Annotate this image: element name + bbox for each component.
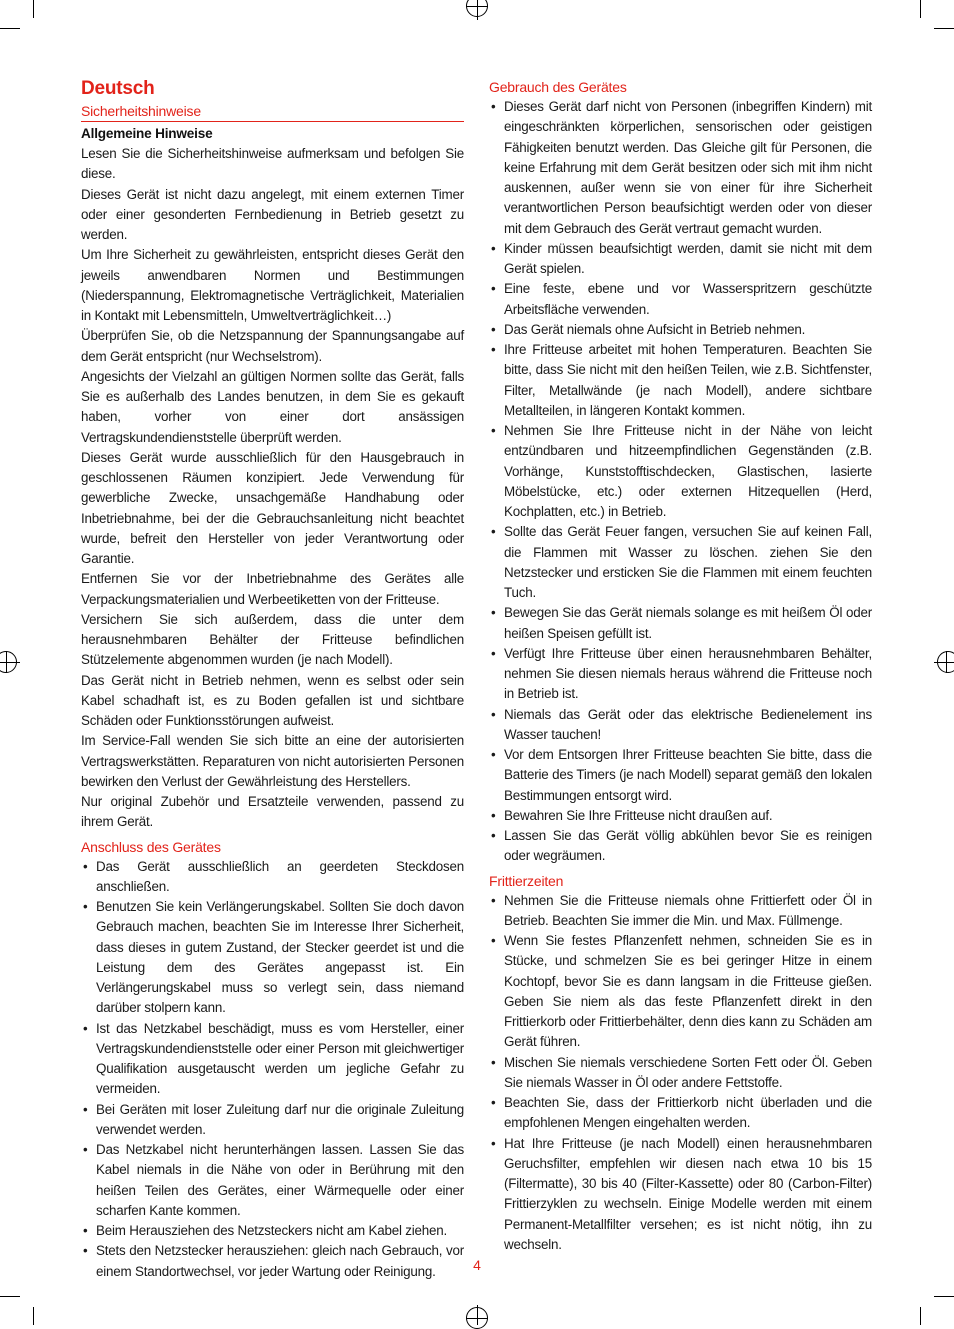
general-notes xyxy=(81,144,464,833)
list-item: • Das Gerät niemals ohne Aufsicht in Betrieb nehmen. xyxy=(489,320,872,340)
crop-mark-bottom-right-v xyxy=(920,1307,921,1325)
paragraph: Das Gerät nicht in Betrieb nehmen, wenn es selbst oder sein Kabel schadhaft ist, es zu Boden gefallen ist und sichtbare Schäden oder Funktionsstörungen aufweist. xyxy=(81,672,464,728)
list-item: • Eine feste, ebene und vor Wasserspritzern geschützte Arbeitsfläche verwenden. xyxy=(489,279,872,320)
section-title-usage: Gebrauch des Gerätes xyxy=(489,79,627,95)
paragraph: Lesen Sie die Sicherheitshinweise aufmerksam und befolgen Sie diese. xyxy=(81,146,464,182)
list-item: • Verfügt Ihre Fritteuse über einen herausnehmbaren Behälter, nehmen Sie diesen niemals heraus während die Fritteuse noch in Betrieb ist. xyxy=(489,644,872,705)
paragraph: Entfernen Sie vor der Inbetriebnahme des Gerätes alle Verpackungsmaterialien und Werbeetiketten von der Fritteuse. xyxy=(81,571,464,607)
paragraph: Im Service-Fall wenden Sie sich bitte an eine der autorisierten Vertragswerkstätten. Reparaturen von nicht autorisierten Personen bewirken den Verlust der Gewährleistung des Herstellers. xyxy=(81,733,464,789)
list-item: • Dieses Gerät darf nicht von Personen (inbegriffen Kindern) mit eingeschränkten körperlichen, sensorischen oder geistigen Fähigkeiten benutzt werden. Das Gleiche gilt für Personen, die keine Erfahrung mit dem Gerät besitzen oder sich mit ihm nicht auskennen, außer wenn sie von einer für ihre Sicherheit verantwortlichen Person beaufsichtigt werden oder von dieser mit dem Gebrauch des Gerät vertraut gemacht wurden. xyxy=(489,97,872,239)
paragraph: Dieses Gerät ist nicht dazu angelegt, mit einem externen Timer oder einer gesonderten Fernbedienung in Betrieb gesetzt zu werden. xyxy=(81,186,464,242)
crop-mark-top-left-h xyxy=(0,28,20,29)
right-column xyxy=(489,77,872,1255)
section-header-safety xyxy=(81,101,464,122)
list-item: • Sollte das Gerät Feuer fangen, versuchen Sie auf keinen Fall, die Flammen mit Wasser zu löschen. ziehen Sie den Netzstecker und ersticken Sie die Flammen mit einem feuchten Tuch. xyxy=(489,522,872,603)
connection-list xyxy=(81,857,464,1282)
list-item: • Stets den Netzstecker herausziehen: gleich nach Gebrauch, vor einem Standortwechsel, vor jeder Wartung oder Reinigung. xyxy=(81,1241,464,1282)
list-item: • Kinder müssen beaufsichtigt werden, damit sie nicht mit dem Gerät spielen. xyxy=(489,239,872,280)
paragraph: Um Ihre Sicherheit zu gewährleisten, entspricht dieses Gerät den jeweils anwendbaren Normen und Bestimmungen (Niederspannung, Elektromagnetische Verträglichkeit, Materialien in Kontakt mit Lebensmitteln, Umweltverträglichkeit…) xyxy=(81,247,464,323)
list-item: • Das Gerät ausschließlich an geerdeten Steckdosen anschließen. xyxy=(81,857,464,898)
list-item: • Nehmen Sie die Fritteuse niemals ohne Frittierfett oder Öl in Betrieb. Beachten Sie immer die Min. und Max. Füllmenge. xyxy=(489,891,872,932)
crop-mark-bottom-right-h xyxy=(934,1296,954,1297)
list-item: • Benutzen Sie kein Verlängerungskabel. Sollten Sie doch davon Gebrauch machen, beachten Sie im Interesse Ihrer Sicherheit, dass dieses in gutem Zustand, der Stecker geerdet ist und die Leistung dem des Gerätes angepasst ist. Ein Verlängerungskabel muss so verlegt sein, dass niemand darüber stolpern kann. xyxy=(81,897,464,1019)
list-item: • Vor dem Entsorgen Ihrer Fritteuse beachten Sie bitte, dass die Batterie des Timers (je nach Modell) separat gemäß den lokalen Bestimmungen entsorgt wird. xyxy=(489,745,872,806)
list-item: • Niemals das Gerät oder das elektrische Bedienelement ins Wasser tauchen! xyxy=(489,705,872,746)
paragraph: Dieses Gerät wurde ausschließlich für den Hausgebrauch in geschlossenen Räumen konzipiert. Jede Verwendung für gewerbliche Zwecke, unsachgemäße Handhabung oder Inbetriebnahme, bei der die Gebrauchsanleitung nicht beachtet wurde, befreit den Hersteller von jeder Verantwortung oder Garantie. xyxy=(81,449,464,566)
list-item: • Das Netzkabel nicht herunterhängen lassen. Lassen Sie das Kabel niemals in die Nähe von oder in Berührung mit den heißen Teilen des Gerätes, einer Wärmequelle oder einer scharfen Kante kommen. xyxy=(81,1140,464,1221)
list-item: • Beachten Sie, dass der Frittierkorb nicht überladen und die empfohlenen Mengen eingehalten werden. xyxy=(489,1093,872,1134)
paragraph: Überprüfen Sie, ob die Netzspannung der Spannungsangabe auf dem Gerät entspricht (nur Wechselstrom). xyxy=(81,328,464,364)
frying-list xyxy=(489,891,872,1256)
list-item: • Bewahren Sie Ihre Fritteuse nicht draußen auf. xyxy=(489,806,872,826)
list-item: • Nehmen Sie Ihre Fritteuse nicht in der Nähe von leicht entzündbaren und hitzeempfindlichen Gegenständen (z.B. Vorhänge, Kunststofftischdecken, Glastischen, lasierte Möbelstücke, etc.) oder externen Hitzequellen (Herd, Kochplatten, etc.) in Betrieb. xyxy=(489,421,872,522)
list-item: • Bei Geräten mit loser Zuleitung darf nur die originale Zuleitung verwendet werden. xyxy=(81,1100,464,1141)
list-item: • Wenn Sie festes Pflanzenfett nehmen, schneiden Sie es in Stücke, und schmelzen Sie es bei geringer Hitze in einem Kochtopf, bevor Sie es dann langsam in die Fritteuse gießen. Geben Sie niem als das feste Pflanzenfett direkt in den Frittierkorb oder Frittierbehälter, denn dies kann zu Schäden am Gerät führen. xyxy=(489,931,872,1053)
crop-mark-top-right-v xyxy=(920,0,921,18)
list-item: • Beim Herausziehen des Netzsteckers nicht am Kabel ziehen. xyxy=(81,1221,464,1241)
list-item: • Bewegen Sie das Gerät niemals solange es mit heißem Öl oder heißen Speisen gefüllt ist. xyxy=(489,603,872,644)
list-item: • Hat Ihre Fritteuse (je nach Modell) einen herausnehmbaren Geruchsfilter, empfehlen wir diesen nach etwa 10 bis 15 (Filtermatte), 30 bis 40 (Filter-Kassette) oder 80 (Carbon-Filter) Frittierzyklen zu wechseln. Einige Modelle werden mit einem Permanent-Metallfilter versehen; es ist nicht nötig, ihn zu wechseln. xyxy=(489,1134,872,1256)
page-number: 4 xyxy=(473,1257,481,1273)
list-item: • Mischen Sie niemals verschiedene Sorten Fett oder Öl. Geben Sie niemals Wasser in Öl oder andere Fettstoffe. xyxy=(489,1053,872,1094)
crop-mark-top-left-v xyxy=(33,0,34,18)
paragraph: Nur original Zubehör und Ersatzteile verwenden, passend zu ihrem Gerät. xyxy=(81,794,464,830)
crop-mark-bottom-left-h xyxy=(0,1296,20,1297)
crop-mark-top-right-h xyxy=(934,28,954,29)
list-item: • Lassen Sie das Gerät völlig abkühlen bevor Sie es reinigen oder wegräumen. xyxy=(489,826,872,867)
subsection-title-general: Allgemeine Hinweise xyxy=(81,126,213,141)
list-item: • Ist das Netzkabel beschädigt, muss es vom Hersteller, einer Vertragskundendienststelle oder einer Person mit gleichwertiger Qualifikation ausgetauscht werden um jegliche Gefahr zu vermeiden. xyxy=(81,1019,464,1100)
language-title: Deutsch xyxy=(81,78,155,99)
paragraph: Versichern Sie sich außerdem, dass die unter dem herausnehmbaren Behälter der Fritteuse befindlichen Stützelemente abgenommen wurden (je nach Modell). xyxy=(81,611,464,668)
crop-mark-bottom-left-v xyxy=(33,1307,34,1325)
list-item: • Ihre Fritteuse arbeitet mit hohen Temperaturen. Beachten Sie bitte, dass Sie nicht mit den heißen Teilen, wie z.B. Sichtfenster, Filter, Metallwände (je nach Modell), andere sichtbare Metallteilen, in längeren Kontakt kommen. xyxy=(489,340,872,421)
section-title-frying: Frittierzeiten xyxy=(489,872,564,889)
usage-list xyxy=(489,97,872,867)
section-title-connection: Anschluss des Gerätes xyxy=(81,838,221,855)
paragraph: Angesichts der Vielzahl an gültigen Normen sollte das Gerät, falls Sie es außerhalb des Landes benutzen, in dem Sie es gekauft haben, vorher von einer dort ansässigen Vertragskundendienststelle überprüft werden. xyxy=(81,368,464,445)
section-title-safety: Sicherheitshinweise xyxy=(81,103,201,119)
left-column xyxy=(81,77,464,1282)
